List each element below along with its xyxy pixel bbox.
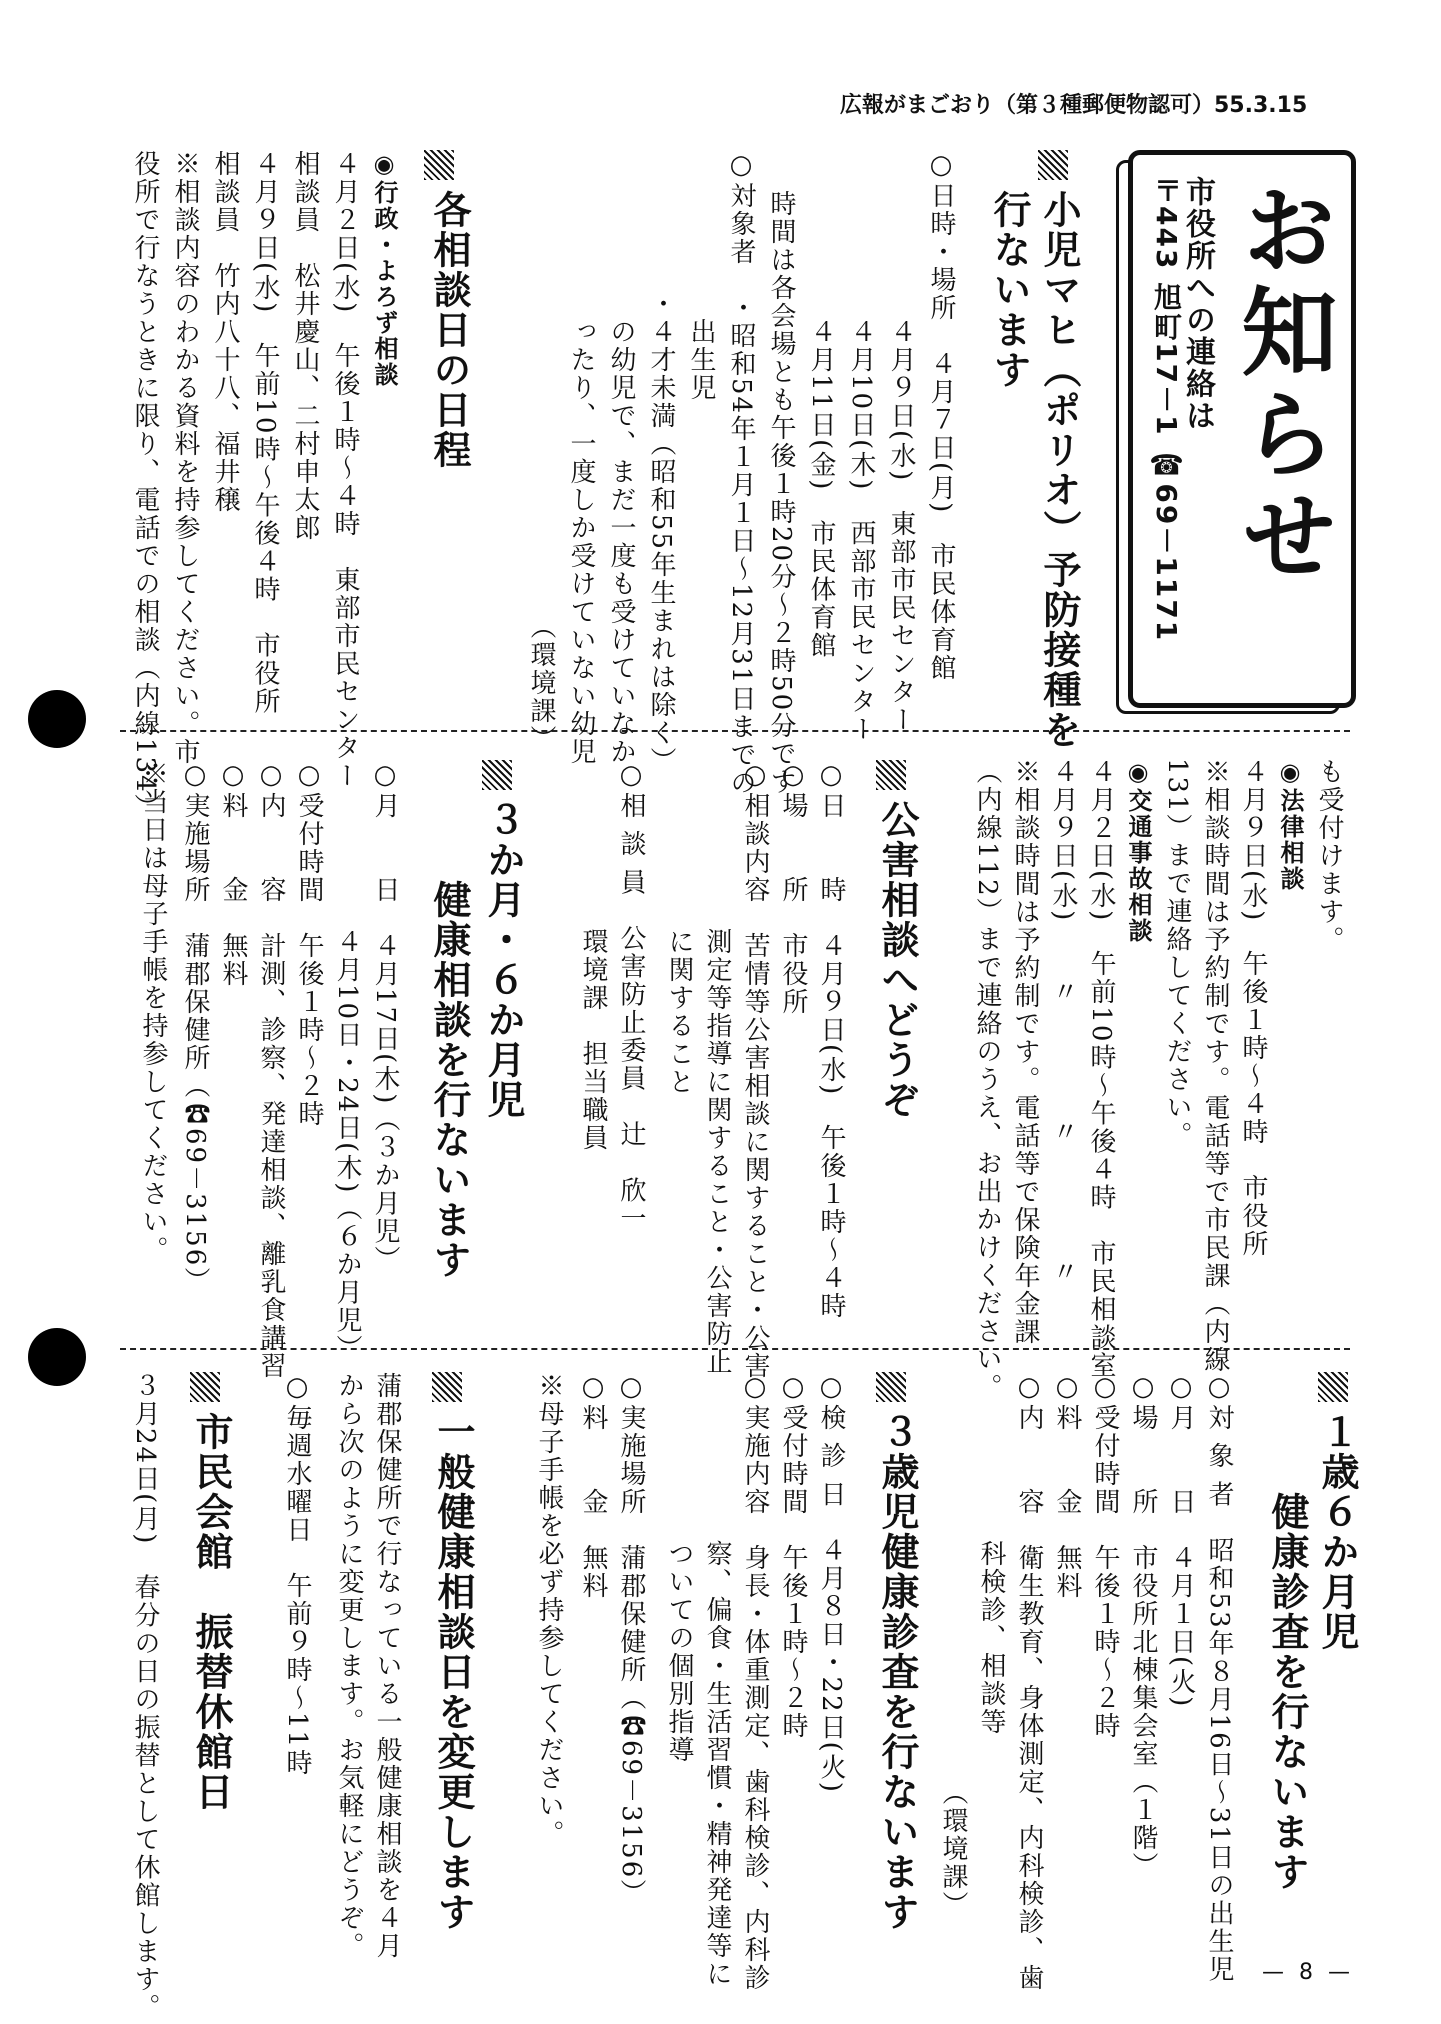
polio-line: ・４才未満（昭和55年生まれは除く） — [646, 150, 676, 776]
notice-line2: 〒443 旭町17－1 ☎69－1171 — [1150, 176, 1183, 643]
kaikan-title: 市民会館 振替休館日 — [189, 1412, 233, 1812]
kougai-line: ○相談内容 苦情等公害相談に関すること・公害 — [740, 760, 770, 1380]
sai16-title-1: １歳６か月児 — [1315, 1412, 1359, 1652]
ippan-hatch — [432, 1372, 462, 1402]
soudan-cont-line: ※相談時間は予約制です。電話等で市民課（内線 — [1200, 758, 1230, 1374]
soudan-line: 役所で行なうときに限り、電話での相談（内線134） — [130, 150, 160, 822]
polio-line: ○日時・場所 ４月７日(月) 市民体育館 — [926, 150, 956, 683]
notice-line1: 市役所への連絡は — [1180, 176, 1215, 432]
soudan-cont-line: ４月９日(水) 午後１時～４時 市役所 — [1238, 758, 1268, 1259]
sai3-line: ○受付時間 午後１時～２時 — [778, 1372, 808, 1740]
soudan-line: ※相談内容のわかる資料を持参してください。市 — [170, 150, 200, 766]
sai3-line: ○検 診 日 ４月８日・22日(火) — [816, 1372, 846, 1794]
sai3-hatch — [876, 1372, 906, 1402]
soudan-line: ◉行政・よろず相談 — [370, 150, 398, 388]
sai16-line: （環境課） — [938, 1372, 968, 1919]
polio-line: ったり、一度しか受けていない幼児 — [566, 150, 596, 766]
polio-line: ４月10日(木) 西部市民センター — [846, 150, 876, 744]
sai16-line: ○対 象 者 昭和53年８月16日～31日の出生児 — [1204, 1372, 1234, 1984]
punch-hole-bottom — [28, 1328, 86, 1386]
soudan-line: 相談員 松井慶山、二村申太郎 — [290, 150, 320, 542]
polio-line: ○対象者 ・昭和54年１月１日～12月31日までの — [726, 150, 756, 798]
kougai-line: 環境課 担当職員 — [578, 760, 608, 1152]
soudan-hatch — [424, 150, 454, 180]
ippan-title: 一般健康相談日を変更します — [431, 1412, 475, 1932]
soudan-line: ４月９日(水) 午前10時～午後４時 市役所 — [250, 150, 280, 716]
sai16-line: 科検診、相談等 — [976, 1372, 1006, 1736]
kenko36-title-1: ３か月・６か月児 — [481, 800, 525, 1120]
sai16-line: ○内 容 衛生教育、身体測定、内科検診、歯 — [1014, 1372, 1044, 1992]
kougai-title: 公害相談へどうぞ — [875, 800, 919, 1120]
soudan-title: 各相談日の日程 — [427, 190, 471, 470]
ippan-line: ○毎週水曜日 午前９時～11時 — [282, 1372, 312, 1778]
sai16-title-2: 健康診査を行ないます — [1265, 1492, 1309, 1892]
sai3-line: ついての個別指導 — [664, 1372, 694, 1764]
kenko36-hatch — [482, 760, 512, 790]
kenko36-title-2: 健康相談を行ないます — [427, 880, 471, 1280]
sai16-hatch — [1318, 1372, 1348, 1402]
kougai-line: 測定等指導に関すること・公害防止 — [702, 760, 732, 1376]
punch-hole-top — [28, 690, 86, 748]
soudan-cont-line: （内線112）まで連絡のうえ、お出かけください。 — [972, 758, 1002, 1402]
kenko36-line: ○受付時間 午後１時～２時 — [294, 760, 324, 1128]
soudan-cont-line: 131）まで連絡してください。 — [1162, 758, 1192, 1150]
kougai-line: ○相 談 員 公害防止委員 辻 欣一 — [616, 760, 646, 1233]
kenko36-line: ４月10日・24日(木)（６か月児） — [332, 760, 362, 1363]
polio-title-1: 小児マヒ（ポリオ）予防接種を — [1037, 190, 1081, 750]
kougai-line: ○日 時 ４月９日(水) 午後１時～４時 — [816, 760, 846, 1321]
soudan-cont-line: も受付けます。 — [1314, 758, 1344, 954]
page-header: 広報がまごおり（第３種郵便物認可）55.3.15 — [840, 93, 1308, 118]
kougai-line: ○場 所 市役所 — [778, 760, 808, 1016]
sai16-line: ○料 金 無料 — [1052, 1372, 1082, 1600]
sai16-line: ○場 所 市役所北棟集会室（１階） — [1128, 1372, 1158, 1880]
soudan-cont-line: ◉法律相談 — [1276, 758, 1304, 892]
kougai-line: に関すること — [664, 760, 694, 1096]
polio-line: ４月11日(金) 市民体育館 — [806, 150, 836, 660]
soudan-cont-line: ※相談時間は予約制です。電話等で保険年金課 — [1010, 758, 1040, 1346]
kenko36-line: ○内 容 計測、診察、発達相談、離乳食講習 — [256, 760, 286, 1380]
ippan-line: 蒲郡保健所で行なっている一般健康相談を４月 — [372, 1372, 402, 1960]
kaikan-line: ３月24日(月) 春分の日の振替として休館します。 — [130, 1372, 160, 2022]
polio-line: ４月９日(水) 東部市民センター — [886, 150, 916, 735]
soudan-cont-line: ４月２日(水) 午前10時～午後４時 市民相談室 — [1086, 758, 1116, 1380]
sai3-title: ３歳児健康診査を行ないます — [875, 1412, 919, 1932]
polio-title-2: 行ないます — [987, 190, 1031, 390]
sai3-line: ※母子手帳を必ず持参してください。 — [534, 1372, 564, 1848]
soudan-cont-line: ４月９日(水) 〃 〃 〃 — [1048, 758, 1078, 1287]
soudan-line: ４月２日(水) 午後１時～４時 東部市民センター — [330, 150, 360, 791]
polio-line: 時間は各会場とも午後１時20分～２時50分です — [766, 190, 796, 797]
sai16-line: ○受付時間 午後１時～２時 — [1090, 1372, 1120, 1740]
soudan-line: 相談員 竹内八十八、福井穣 — [210, 150, 240, 514]
soudan-cont-line: ◉交通事故相談 — [1124, 758, 1152, 944]
polio-line: 出生児 — [686, 150, 716, 402]
polio-hatch — [1038, 150, 1068, 180]
sai16-line: ○月 日 ４月１日(火) — [1166, 1372, 1196, 1709]
sai3-line: ○実施場所 蒲郡保健所（☎69－3156） — [616, 1372, 646, 1908]
kenko36-line: ○実施場所 蒲郡保健所（☎69－3156） — [180, 760, 210, 1296]
kaikan-hatch — [190, 1372, 220, 1402]
sai3-line: ○料 金 無料 — [578, 1372, 608, 1600]
sai3-line: 察、偏食・生活習慣・精神発達等に — [702, 1372, 732, 1988]
polio-line: （環境課） — [526, 150, 556, 753]
kenko36-line: ※当日は母子手帳を持参してください。 — [138, 760, 168, 1264]
kenko36-line: ○月 日 ４月17日(木)（３か月児） — [370, 760, 400, 1274]
page-number: — 8 — — [1262, 1960, 1354, 1985]
kenko36-line: ○料 金 無料 — [218, 760, 248, 988]
notice-title: お知らせ — [1226, 180, 1338, 588]
sai3-line: ○実施内容 身長・体重測定、歯科検診、内科診 — [740, 1372, 770, 1992]
kougai-hatch — [876, 760, 906, 790]
polio-line: の幼児で、まだ一度も受けていなか — [606, 150, 636, 766]
ippan-line: から次のように変更します。お気軽にどうぞ。 — [334, 1372, 364, 1960]
